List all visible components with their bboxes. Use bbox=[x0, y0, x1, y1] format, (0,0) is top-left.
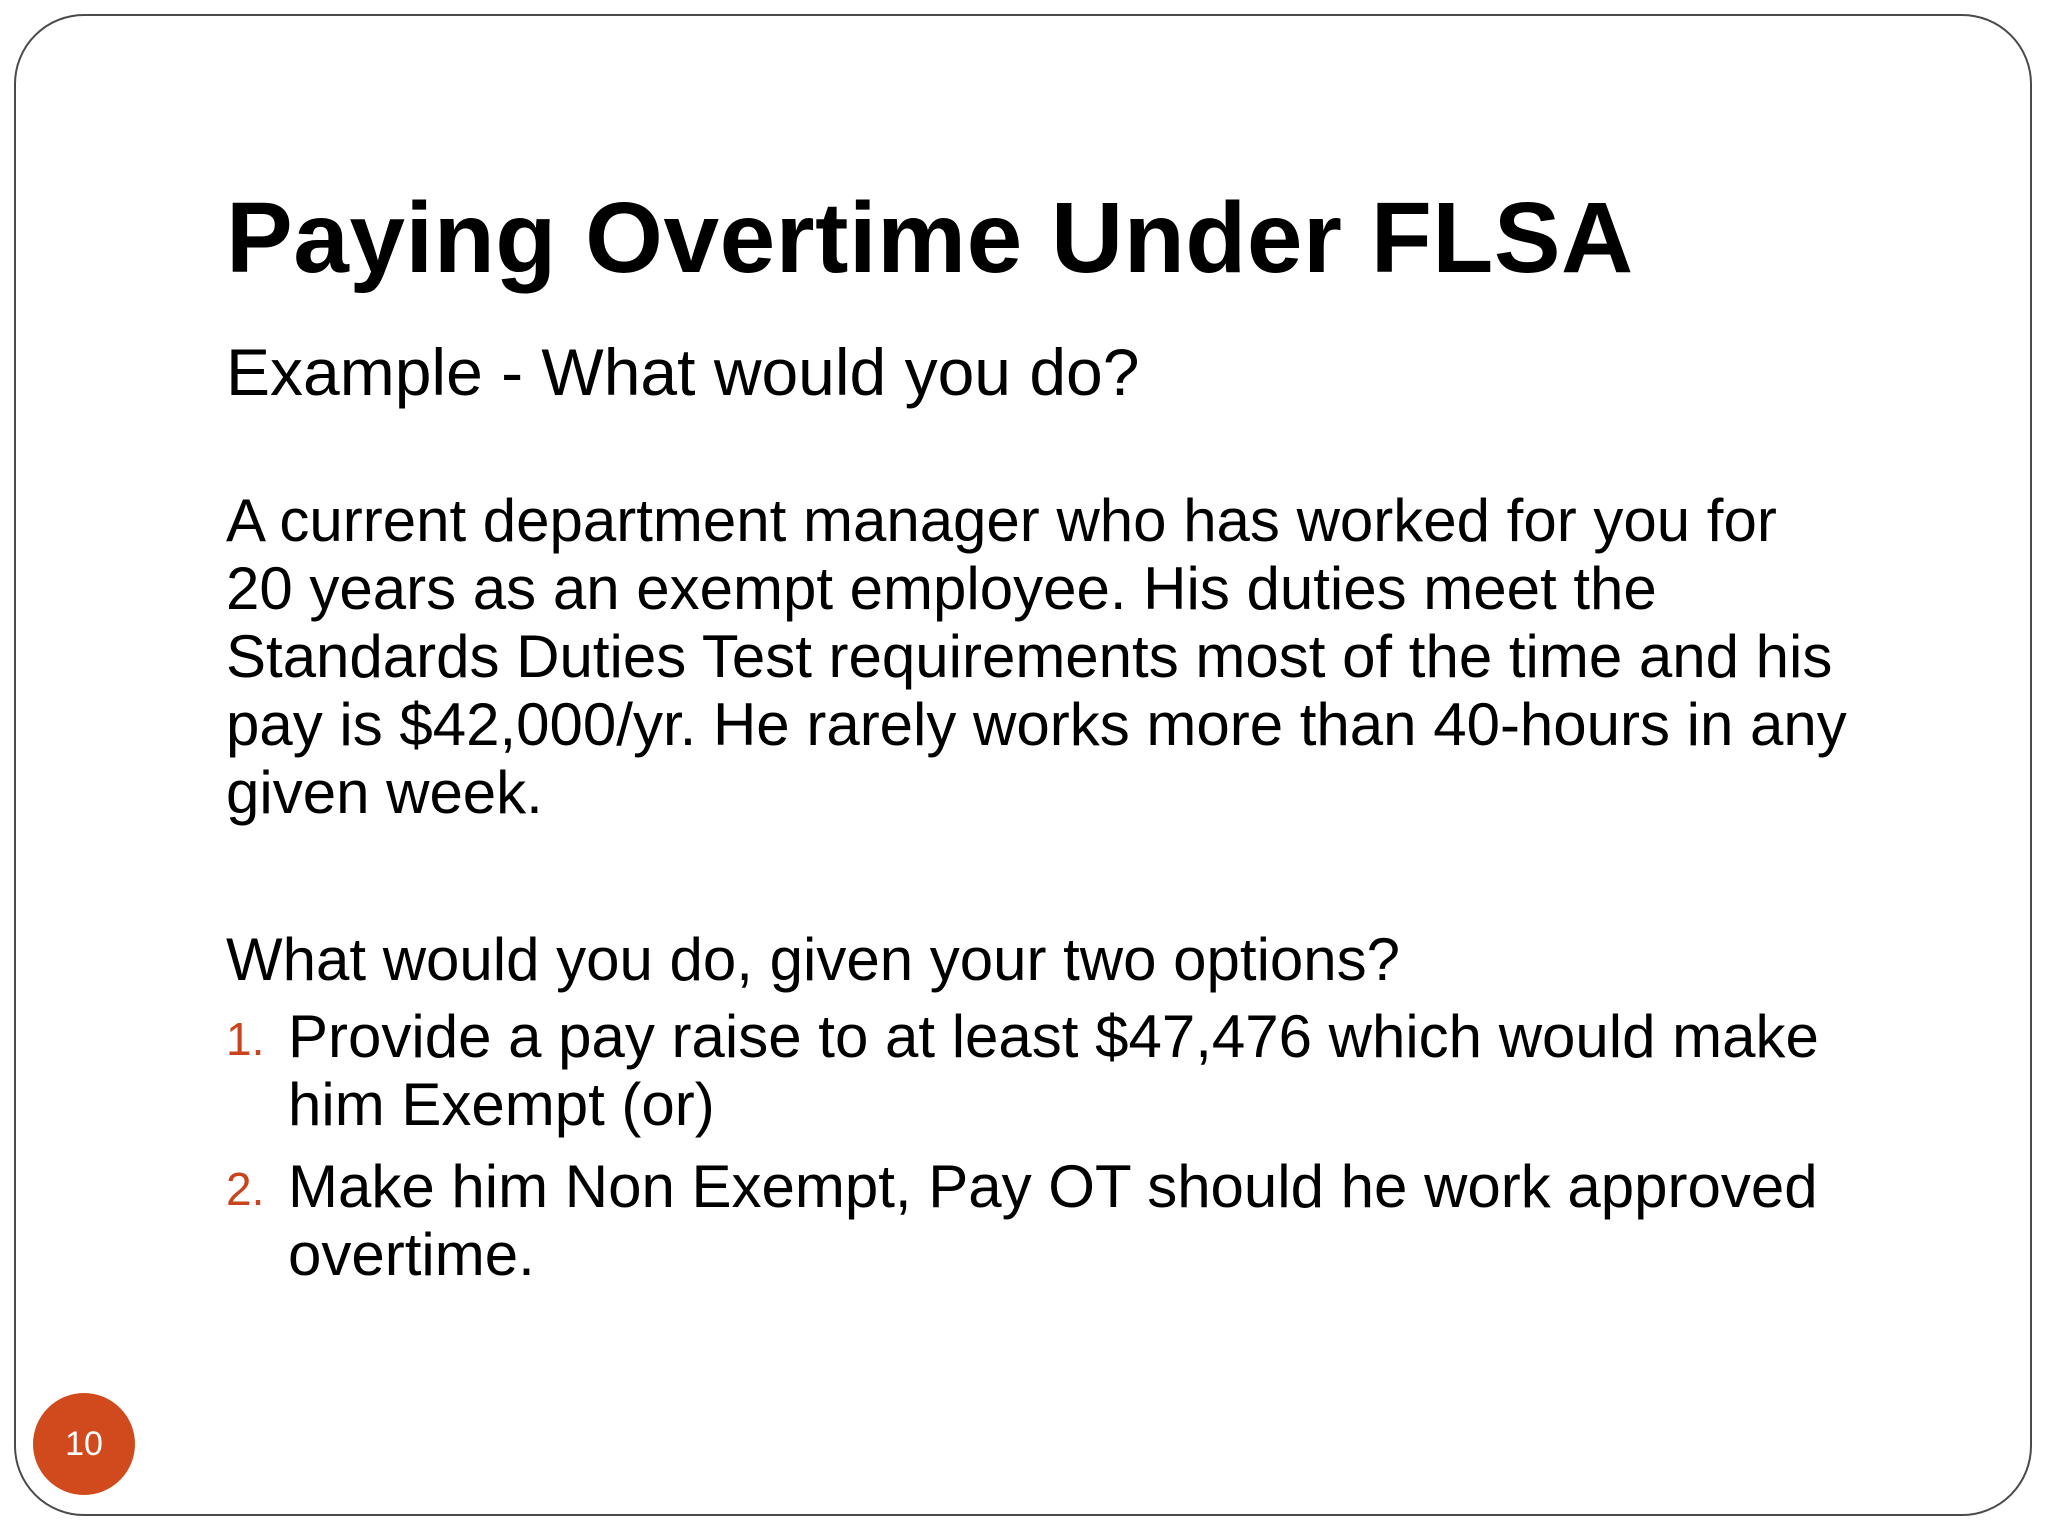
page-number-badge: 10 bbox=[33, 1393, 135, 1495]
scenario-paragraph bbox=[226, 487, 1946, 827]
paragraph-line: A current department manager who has worked for you for bbox=[226, 487, 1777, 554]
paragraph-line: Standards Duties Test requirements most of the time and his bbox=[226, 623, 1833, 690]
option-line: him Exempt (or) bbox=[288, 1071, 715, 1138]
question-text: What would you do, given your two options? bbox=[226, 926, 1401, 993]
option-line: overtime. bbox=[288, 1221, 535, 1288]
slide-subtitle: Example - What would you do? bbox=[226, 335, 1140, 409]
slide-title: Paying Overtime Under FLSA bbox=[226, 182, 1634, 294]
option-number: 1. bbox=[226, 1013, 265, 1065]
option-item bbox=[226, 1153, 1946, 1289]
option-line: Make him Non Exempt, Pay OT should he work approved bbox=[288, 1153, 1818, 1220]
options-list bbox=[226, 1003, 1946, 1303]
paragraph-line: given week. bbox=[226, 759, 543, 826]
option-number: 2. bbox=[226, 1163, 265, 1215]
option-item bbox=[226, 1003, 1946, 1139]
option-line: Provide a pay raise to at least $47,476 which would make bbox=[288, 1003, 1819, 1070]
paragraph-line: 20 years as an exempt employee. His duties meet the bbox=[226, 555, 1657, 622]
paragraph-line: pay is $42,000/yr. He rarely works more than 40-hours in any bbox=[226, 691, 1847, 758]
